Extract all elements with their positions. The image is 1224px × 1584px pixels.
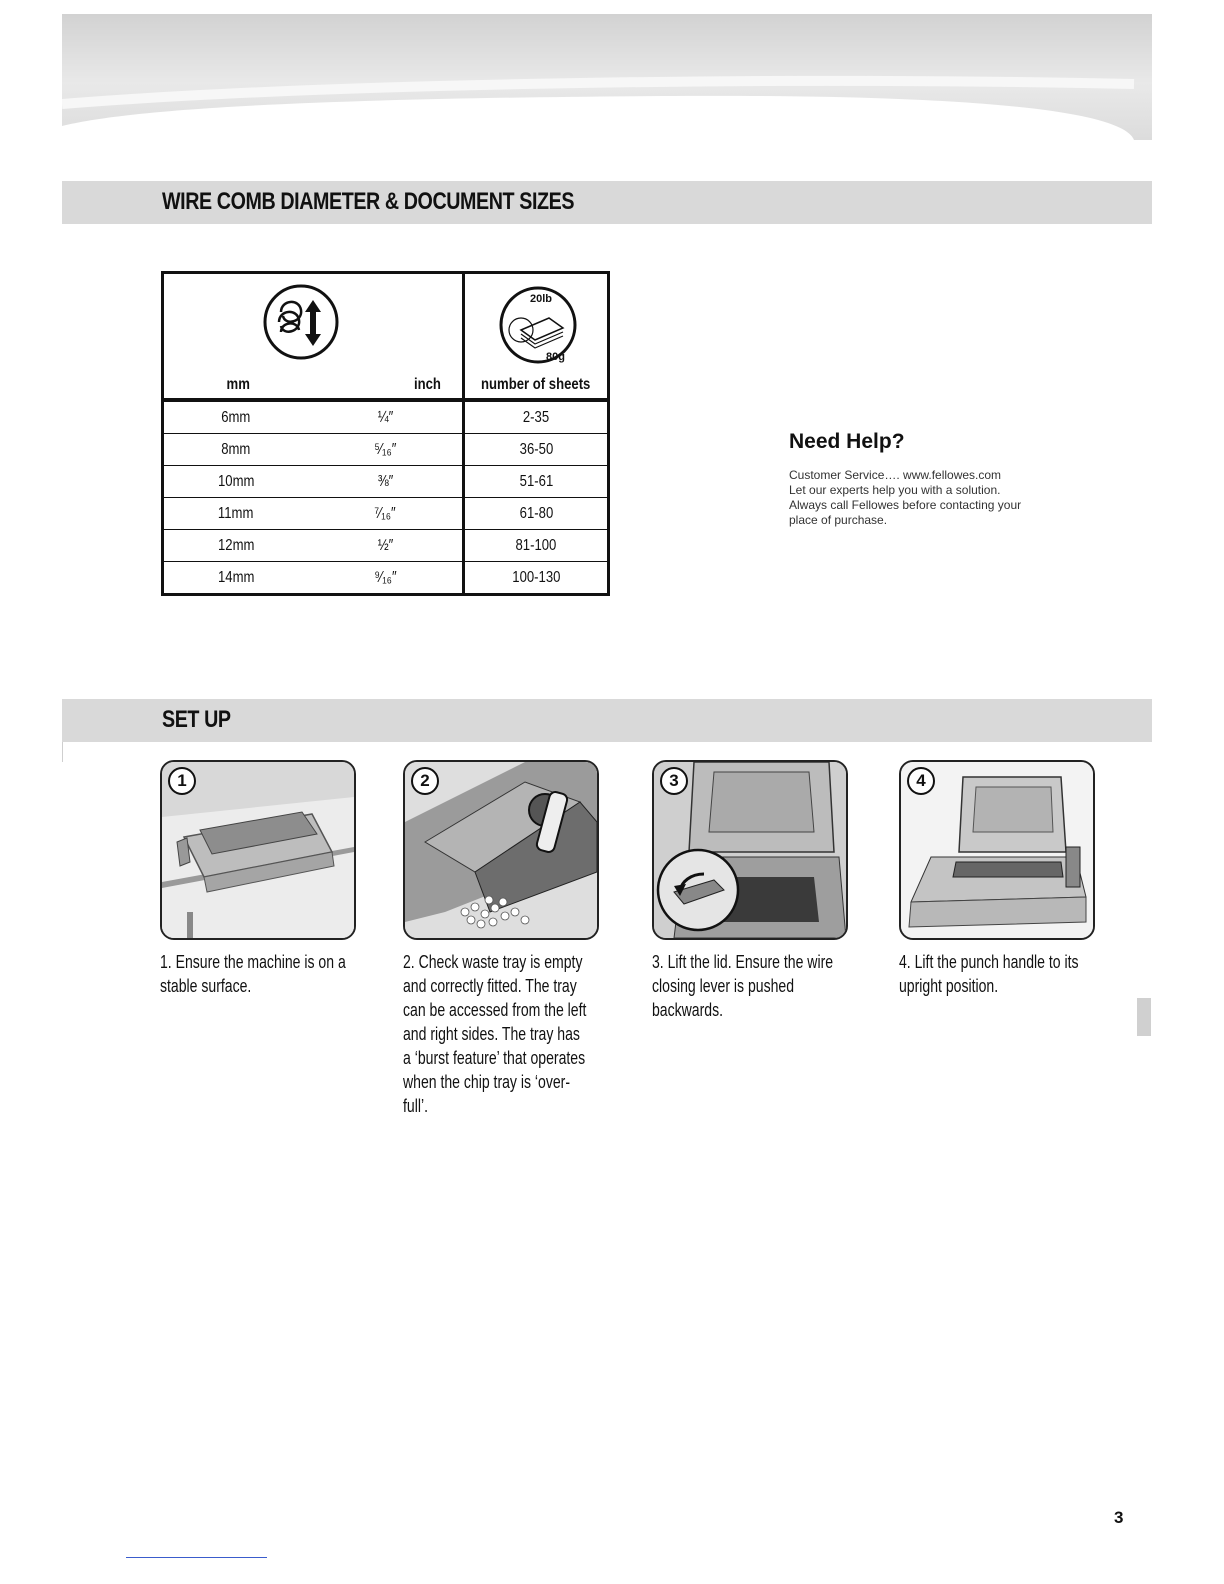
side-tab-marker: [1137, 998, 1151, 1036]
header-mm: mm: [226, 376, 250, 393]
step-1-illustration: [160, 760, 356, 940]
table-row: [163, 562, 609, 595]
cell-mm: 6mm: [221, 408, 251, 426]
paper-icon-bottom-label: 80g: [546, 351, 565, 363]
section-title-wire-comb: WIRE COMB DIAMETER & DOCUMENT SIZES: [162, 188, 575, 215]
cell-sheets: 61-80: [519, 504, 553, 522]
comb-icon-cell: [163, 273, 464, 400]
setup-step-1: [160, 760, 400, 998]
step-2-illustration: [403, 760, 599, 940]
step-2-caption: 2. Check waste tray is empty and correctly fitted. The tray can be accessed from the left and right sides. The tray has a ‘burst feature’ that operates when the chip tray is ‘over-full’.: [403, 952, 587, 1116]
cell-inch: ½″: [377, 536, 393, 554]
wire-comb-size-table: [161, 271, 610, 596]
help-experts-line: Let our experts help you with a solution.: [789, 483, 1001, 497]
cell-sheets: 51-61: [519, 472, 553, 490]
cell-mm: 14mm: [217, 568, 255, 586]
need-help-box: [789, 430, 1089, 528]
step-4-illustration: [899, 760, 1095, 940]
help-customer-service: Customer Service…. www.fellowes.com: [789, 468, 1002, 482]
cell-sheets: 36-50: [519, 440, 553, 458]
footer-link-underline: [126, 1557, 267, 1558]
help-call-line: Always call Fellowes before contacting your: [789, 498, 1022, 512]
setup-step-4: [899, 760, 1139, 998]
cell-mm: 11mm: [218, 504, 254, 522]
cell-inch: ⁷⁄₁₆″: [374, 504, 396, 522]
help-purchase-line: place of purchase.: [789, 513, 888, 527]
header-decorative-band: [62, 14, 1152, 140]
page-number: 3: [1114, 1508, 1124, 1527]
step-number-badge: 2: [411, 767, 439, 795]
cell-mm: 12mm: [217, 536, 255, 554]
wire-comb-diameter-icon: [261, 282, 341, 362]
table-row: [163, 434, 609, 466]
paper-stack-icon: [497, 284, 579, 366]
table-row: [163, 530, 609, 562]
cell-inch: ⁵⁄₁₆″: [374, 440, 397, 458]
section-divider: [62, 742, 63, 762]
sheets-icon-cell: [464, 273, 609, 400]
step-number-badge: 3: [660, 767, 688, 795]
setup-step-2: [403, 760, 643, 1118]
table-row: [163, 498, 609, 530]
table-row: [163, 466, 609, 498]
step-3-illustration: [652, 760, 848, 940]
step-number-badge: 4: [907, 767, 935, 795]
step-1-caption: 1. Ensure the machine is on a stable surface.: [160, 952, 346, 996]
header-number-of-sheets: number of sheets: [481, 376, 591, 393]
cell-mm: 10mm: [217, 472, 255, 490]
table-row: [163, 402, 609, 434]
step-number-badge: 1: [168, 767, 196, 795]
cell-mm: 8mm: [221, 440, 251, 458]
cell-sheets: 100-130: [511, 568, 561, 586]
step-3-caption: 3. Lift the lid. Ensure the wire closing lever is pushed backwards.: [652, 952, 834, 1020]
cell-inch: ⁹⁄₁₆″: [373, 568, 397, 586]
header-inch: inch: [414, 376, 442, 393]
cell-sheets: 2-35: [522, 408, 550, 426]
paper-icon-top-label: 20lb: [530, 293, 553, 305]
section-title-set-up: SET UP: [162, 706, 231, 733]
setup-step-3: [652, 760, 892, 1022]
step-4-caption: 4. Lift the punch handle to its upright position.: [899, 952, 1079, 996]
cell-sheets: 81-100: [515, 536, 557, 554]
need-help-title: Need Help?: [789, 430, 905, 453]
cell-inch: ¼″: [377, 408, 393, 426]
cell-inch: ⅜″: [377, 472, 393, 490]
